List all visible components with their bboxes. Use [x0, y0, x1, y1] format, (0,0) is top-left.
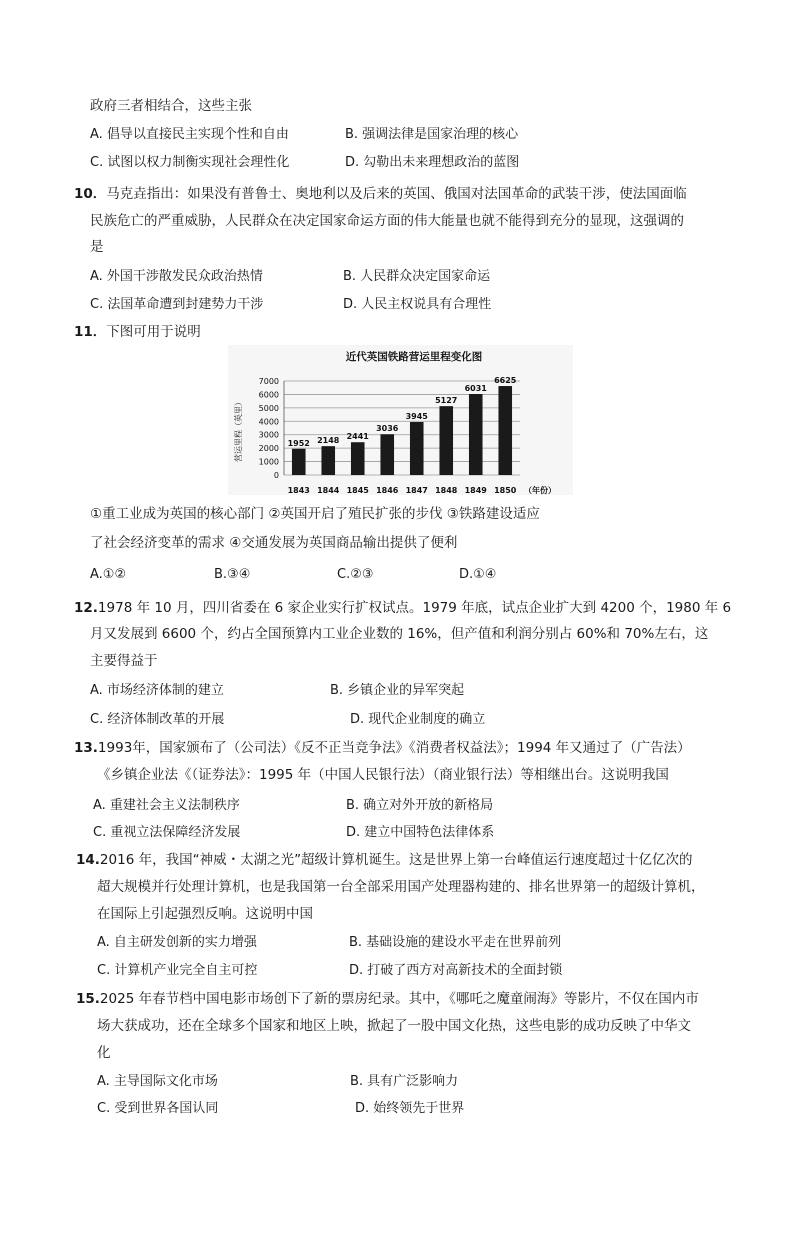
- q13-option-a: A. 重建社会主义法制秩序: [93, 798, 240, 813]
- q12-stem-line-2: 月又发展到 6600 个，约占全国预算内工业企业数的 16%，但产值和利润分别占 60%和 70%左右，这: [90, 626, 709, 642]
- q9-option-c: C. 试图以权力制衡实现社会理性化: [90, 155, 290, 170]
- q13-stem-text-1: 1993年，国家颁布了（公司法）《反不正当竞争法》《消费者权益法》；1994 年又通过了（广告法）: [97, 740, 691, 756]
- bar-value-label: 5127: [435, 396, 458, 406]
- bar-value-label: 6031: [464, 384, 487, 394]
- q11-number: 11．: [74, 324, 107, 340]
- y-tick-label: 1000: [258, 457, 279, 467]
- q15-stem-line-1: [76, 989, 699, 1009]
- q12-stem-line-1: [74, 598, 731, 618]
- bar-value-label: 3945: [405, 412, 428, 422]
- q14-option-a: A. 自主研发创新的实力增强: [97, 935, 257, 950]
- q9-option-b: B. 强调法律是国家治理的核心: [345, 127, 519, 142]
- q12-stem-line-3: 主要得益于: [90, 653, 158, 669]
- x-tick-label: 1850: [494, 486, 517, 495]
- q15-stem-line-3: 化: [97, 1045, 111, 1061]
- q10-option-b: B. 人民群众决定国家命运: [343, 269, 491, 284]
- q9-option-a: A. 倡导以直接民主实现个性和自由: [90, 127, 289, 142]
- q11-option-d: D.①④: [459, 567, 497, 582]
- q13-option-d: D. 建立中国特色法律体系: [346, 825, 495, 840]
- q14-stem-line-2: 超大规模并行处理计算机，也是我国第一台全部采用国产处理器构建的、排名世界第一的超级计算机，: [97, 879, 705, 895]
- q10-option-a: A. 外国干涉散发民众政治热情: [90, 269, 263, 284]
- q15-stem-text-1: 2025 年春节档中国电影市场创下了新的票房纪录。其中，《哪吒之魔童闹海》等影片，不仅在国内市: [99, 991, 699, 1007]
- x-tick-label: 1849: [464, 486, 487, 495]
- q15-option-a: A. 主导国际文化市场: [97, 1074, 218, 1089]
- q15-stem-line-2: 场大获成功，还在全球多个国家和地区上映，掀起了一股中国文化热，这些电影的成功反映了中华文: [97, 1018, 691, 1034]
- q9-stem: 政府三者相结合，这些主张: [90, 98, 252, 114]
- q9-option-d: D. 勾勒出未来理想政治的蓝图: [345, 155, 520, 170]
- q12-stem-text-1: 1978 年 10 月，四川省委在 6 家企业实行扩权试点。1979 年底，试点企业扩大到 4200 个，1980 年 6: [97, 600, 732, 616]
- bar: [410, 422, 424, 475]
- chart-background: [228, 345, 573, 495]
- q11-statements-line-1: ①重工业成为英国的核心部门 ②英国开启了殖民扩张的步伐 ③铁路建设适应: [90, 506, 540, 522]
- q11-statements-line-2: 了社会经济变革的需求 ④交通发展为英国商品输出提供了便利: [90, 535, 458, 551]
- x-tick-label: 1844: [317, 486, 340, 495]
- x-tick-label: 1847: [405, 486, 428, 495]
- q13-stem-line-2: 《乡镇企业法《（证券法》：1995 年（中国人民银行法）（商业银行法）等相继出台。这说明我国: [97, 767, 669, 783]
- y-tick-label: 4000: [258, 417, 279, 427]
- y-tick-label: 3000: [258, 430, 279, 440]
- chart-title: 近代英国铁路营运里程变化图: [345, 351, 483, 363]
- q15-number: 15.: [76, 991, 100, 1007]
- bar: [439, 406, 453, 475]
- q10-stem-line-3: 是: [90, 239, 104, 255]
- railway-chart: [228, 345, 573, 495]
- q12-option-d: D. 现代企业制度的确立: [350, 712, 486, 727]
- q10-number: 10．: [74, 186, 107, 202]
- q15-option-b: B. 具有广泛影响力: [350, 1074, 459, 1089]
- q13-number: 13.: [74, 740, 98, 756]
- chart-ylabel: 营运里程（英里）: [234, 398, 243, 462]
- bar: [351, 442, 365, 475]
- bar: [498, 386, 512, 475]
- q12-number: 12.: [74, 600, 98, 616]
- x-tick-label: 1845: [346, 486, 369, 495]
- x-tick-label: 1846: [376, 486, 399, 495]
- q10-option-c: C. 法国革命遭到封建势力干涉: [90, 297, 264, 312]
- bar-value-label: 2441: [346, 432, 369, 442]
- q15-option-d: D. 始终领先于世界: [355, 1101, 465, 1116]
- x-tick-label: 1843: [287, 486, 310, 495]
- bar-value-label: 6625: [494, 376, 517, 386]
- q12-option-a: A. 市场经济体制的建立: [90, 683, 224, 698]
- q14-stem-line-1: [76, 850, 693, 870]
- q10-option-d: D. 人民主权说具有合理性: [343, 297, 492, 312]
- y-tick-label: 0: [273, 471, 279, 480]
- q14-option-b: B. 基础设施的建设水平走在世界前列: [349, 935, 562, 950]
- y-tick-label: 5000: [258, 403, 279, 413]
- q10-stem-line-2: 民族危亡的严重威胁，人民群众在决定国家命运方面的伟大能量也就不能得到充分的显现，这强调的: [90, 213, 684, 229]
- q14-option-c: C. 计算机产业完全自主可控: [97, 963, 258, 978]
- x-tick-label: 1848: [435, 486, 458, 495]
- bar: [380, 434, 394, 475]
- y-tick-label: 6000: [258, 390, 279, 400]
- y-tick-label: 2000: [258, 444, 279, 454]
- q12-option-b: B. 乡镇企业的异军突起: [330, 683, 465, 698]
- q11-option-a: A.①②: [90, 567, 127, 582]
- q11-stem-text: 下图可用于说明: [106, 324, 201, 340]
- q14-stem-line-3: 在国际上引起强烈反响。这说明中国: [97, 906, 313, 922]
- bar: [292, 449, 306, 475]
- q10-stem-text-1: 马克垚指出：如果没有普鲁士、奥地利以及后来的英国、俄国对法国革命的武装干涉，使法国面临: [106, 186, 687, 202]
- q10-stem-line-1: [74, 184, 687, 204]
- q11-option-b: B.③④: [214, 567, 251, 582]
- bar-value-label: 3036: [376, 424, 399, 434]
- bar: [469, 394, 483, 475]
- bar-value-label: 1952: [287, 438, 310, 448]
- q14-stem-text-1: 2016 年，我国“神威・太湖之光”超级计算机诞生。这是世界上第一台峰值运行速度超过十亿亿次的: [99, 852, 693, 868]
- q11-stem-line: [74, 322, 201, 342]
- q13-option-b: B. 确立对外开放的新格局: [346, 798, 494, 813]
- chart-xlabel: （年份）: [524, 486, 556, 495]
- q12-option-c: C. 经济体制改革的开展: [90, 712, 225, 727]
- q13-stem-line-1: [74, 738, 691, 758]
- q15-option-c: C. 受到世界各国认同: [97, 1101, 219, 1116]
- q13-option-c: C. 重视立法保障经济发展: [93, 825, 241, 840]
- bar: [321, 446, 335, 475]
- bar-value-label: 2148: [317, 436, 340, 446]
- q14-option-d: D. 打破了西方对高新技术的全面封锁: [349, 963, 563, 978]
- railway-chart-svg: [228, 345, 573, 495]
- q11-option-c: C.②③: [337, 567, 374, 582]
- q14-number: 14.: [76, 852, 100, 868]
- y-tick-label: 7000: [258, 377, 279, 386]
